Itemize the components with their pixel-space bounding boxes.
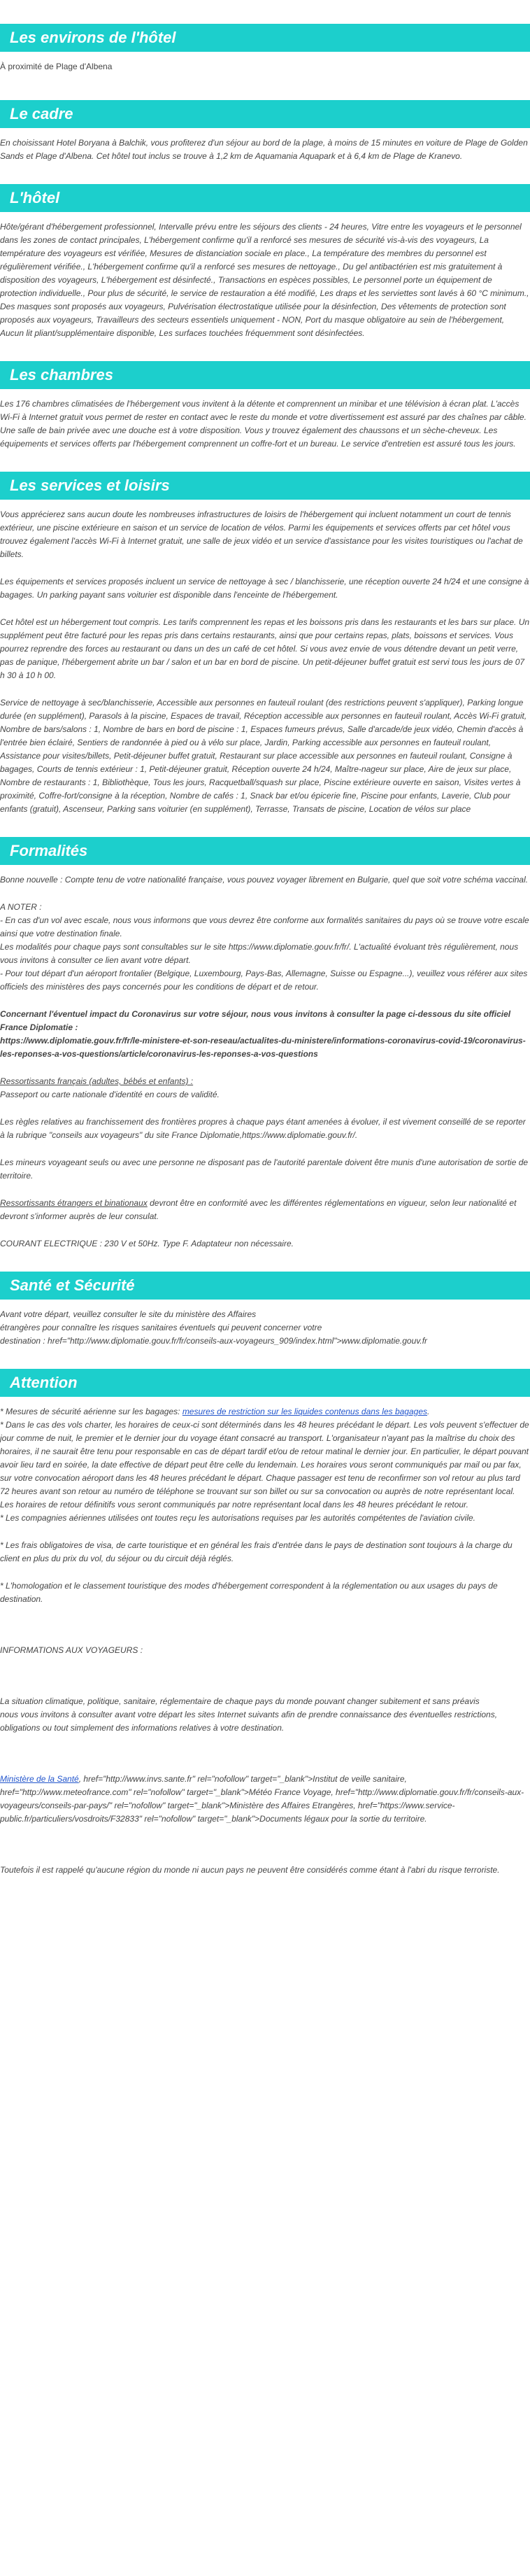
- formalites-paragraph-2: A NOTER : - En cas d'un vol avec escale, nous vous informons que vous devrez être conforme aux formalités sanitaires du pays où se trouve votre escale ainsi que votre destination finale. Les modalités pour chaque pays sont consultables sur le site https://www.diplomatie.gouv.fr/fr/. L'actualité évoluant très régulièrement, nous vous invitons à consulter ce lien avant votre départ. - Pour tout départ d'un aéroport frontalier (Belgique, Luxembourg, Pays-Bas, Allemagne, Suisse ou Espagne...), veuillez vous référer aux sites officiels des ministères des pays concernés pour les conditions de départ et de retour.: [0, 902, 529, 992]
- formalites-nationals-text: Passeport ou carte nationale d'identité en cours de validité.: [0, 1090, 220, 1099]
- section-hotel: [0, 184, 530, 340]
- sante-text: Avant votre départ, veuillez consulter le site du ministère des Affaires étrangères pour connaître les risques sanitaires éventuels qui peuvent concerner votre destination : href="http://www.diplomatie.gouv.fr/fr/conseils-aux-voyageurs_909/index.html">www.diplomatie.gouv.fr: [0, 1309, 428, 1346]
- spacer: [0, 1749, 530, 1773]
- section-chambres: [0, 361, 530, 451]
- formalites-paragraph-5: Les règles relatives au franchissement des frontières propres à chaque pays étant amenées à évoluer, il est vivement conseillé de se reporter à la rubrique "conseils aux voyageurs" du site France Diplomatie,https://www.diplomatie.gouv.fr/.: [0, 1117, 526, 1140]
- attention-bagages-end: .: [427, 1407, 430, 1416]
- liquids-restriction-link[interactable]: mesures de restriction sur les liquides contenus dans les bagages: [182, 1407, 428, 1416]
- formalites-paragraph-6: Les mineurs voyageant seuls ou avec une personne ne disposant pas de l'autorité parentale doivent être munis d'une autorisation de sortie de territoire.: [0, 1157, 529, 1181]
- formalites-paragraph-4: [0, 1075, 530, 1102]
- attention-paragraph-7: [0, 1773, 530, 1826]
- attention-paragraph-8: Toutefois il est rappelé qu'aucune région du monde ni aucun pays ne peuvent être considérés comme étant à l'abri du risque terroriste.: [0, 1865, 500, 1875]
- loisirs-paragraph-1: Vous apprécierez sans aucun doute les nombreuses infrastructures de loisirs de l'hébergement qui incluent notamment un court de tennis extérieur, une piscine extérieure en saison et un service de location de vélos. Parmi les équipements et services offerts par cet hôtel vous trouvez également l'accès Wi-Fi à Internet gratuit, une salle de jeux vidéo et un service d'assistance pour les visites touristiques ou l'achat de billets.: [0, 509, 523, 559]
- spacer: [0, 1671, 530, 1695]
- section-formalites: [0, 837, 530, 1251]
- section-title-chambres: Les chambres: [0, 361, 530, 389]
- section-title-attention: Attention: [0, 1369, 530, 1397]
- formalites-paragraph-1: Bonne nouvelle : Compte tenu de votre nationalité française, vous pouvez voyager librement en Bulgarie, quel que soit votre schéma vaccinal.: [0, 875, 529, 885]
- attention-paragraph-3: * Les frais obligatoires de visa, de carte touristique et en général les frais d'entrée dans le pays de destination sont toujours à la charge du client en plus du prix du vol, du séjour ou du circuit déjà réglés.: [0, 1540, 513, 1563]
- formalites-paragraph-7: [0, 1197, 530, 1223]
- loisirs-paragraph-3: Cet hôtel est un hébergement tout compris. Les tarifs comprennent les repas et les boissons pris dans les restaurants et les bars sur place. Un supplément peut être facturé pour les repas pris dans certains restaurants, ainsi que pour certains repas, plats, boissons et services. Vous pourrez reprendre des forces au restaurant ou dans un des un café de cet hôtel. Si vous avez envie de vous détendre devant un petit verre, pas de panique, l'hébergement abrite un bar / salon et un bar en bord de piscine. Un petit-déjeuner buffet gratuit est servi tous les jours de 07 h 30 à 10 h 00.: [0, 617, 530, 680]
- attention-bagages-label: * Mesures de sécurité aérienne sur les bagages:: [0, 1407, 182, 1416]
- formalites-foreigners-text: devront être en conformité avec les différentes réglementations en vigueur, selon leur nationalité et devront s'informer auprès de leur consulat.: [0, 1198, 517, 1221]
- attention-paragraph-6: La situation climatique, politique, sanitaire, réglementaire de chaque pays du monde pouvant changer subitement et sans préavis nous vous invitons à consulter avant votre départ les sites Internet suivants afin de prendre connaissance des éventuelles restrictions, obligations ou tout simplement des informations relatives à votre destination.: [0, 1696, 498, 1733]
- hotel-text: Hôte/gérant d'hébergement professionnel, Intervalle prévu entre les séjours des clients - 24 heures, Vitre entre les voyageurs et le personnel dans les zones de contact principales, L'hébergement confirme qu'il a renforcé ses mesures de sécurité vis-à-vis des voyageurs, La température des voyageurs est vérifiée, Mesures de distanciation sociale en place., La température des membres du personnel est régulièrement vérifiée., L'hébergement confirme qu'il a renforcé ses mesures de nettoyage., Du gel antibactérien est mis gratuitement à disposition des voyageurs, L'hébergement est désinfecté., Transactions en espèces possibles, Le personnel porte un équipement de protection individuelle., Pour plus de sécurité, le service de restauration a été modifié, Les draps et les serviettes sont lavés à 60 °C minimum., Des masques sont proposés aux voyageurs, Pulvérisation électrostatique utilisée pour la désinfection, Des vêtements de protection sont proposés aux voyageurs, Travailleurs des secteurs essentiels uniquement - NON, Port du masque obligatoire au sein de l'hébergement, Aucun lit pliant/supplémentaire disponible, Les surfaces touchées fréquemment sont désinfectées.: [0, 222, 529, 338]
- environs-text: À proximité de Plage d'Albena: [0, 62, 113, 71]
- spacer: [0, 1840, 530, 1864]
- section-sante: [0, 1272, 530, 1348]
- cadre-text: En choisissant Hotel Boryana à Balchik, vous profiterez d'un séjour au bord de la plage, à moins de 15 minutes en voiture de Plage de Golden Sands et Plage d'Albena. Cet hôtel tout inclus se trouve à 1,2 km de Aquamania Aquapark et à 6,4 km de Plage de Kranevo.: [0, 138, 528, 161]
- section-title-formalites: Formalités: [0, 837, 530, 865]
- section-title-cadre: Le cadre: [0, 100, 530, 128]
- section-environs: [0, 24, 530, 73]
- chambres-text: Les 176 chambres climatisées de l'hébergement vous invitent à la détente et comprennent un minibar et une télévision à écran plat. L'accès Wi-Fi à Internet gratuit vous permet de rester en contact avec le reste du monde et votre divertissement est assuré par des chaînes par câble. Une salle de bain privée avec une douche est à votre disposition. Vous y trouvez également des chaussons et un sèche-cheveux. Les équipements et services offerts par l'hébergement comprennent un coffre-fort et un bureau. Le service d'entretien est assuré tous les jours.: [0, 399, 527, 449]
- section-attention: [0, 1369, 530, 1877]
- spacer: [0, 1620, 530, 1644]
- attention-paragraph-4: * L'homologation et le classement touristique des modes d'hébergement correspondent à la réglementation ou aux usages du pays de destination.: [0, 1581, 498, 1604]
- formalites-paragraph-8: COURANT ELECTRIQUE : 230 V et 50Hz. Type F. Adaptateur non nécessaire.: [0, 1239, 294, 1248]
- section-loisirs: [0, 472, 530, 816]
- loisirs-paragraph-2: Les équipements et services proposés incluent un service de nettoyage à sec / blanchisserie, une réception ouverte 24 h/24 et une consigne à bagages. Un parking payant sans voiturier est disponible dans l'enceinte de l'hébergement.: [0, 577, 529, 600]
- section-title-hotel: L'hôtel: [0, 184, 530, 212]
- section-title-environs: Les environs de l'hôtel: [0, 24, 530, 52]
- section-cadre: [0, 100, 530, 163]
- loisirs-paragraph-4: Service de nettoyage à sec/blanchisserie, Accessible aux personnes en fauteuil roulant (des restrictions peuvent s'appliquer), Parking longue durée (en supplément), Parasols à la piscine, Espaces de travail, Réception accessible aux personnes en fauteuil roulant, Accès Wi-Fi gratuit, Nombre de bars/salons : 1, Nombre de bars en bord de piscine : 1, Espaces fumeurs prévus, Salle d'arcade/de jeux vidéo, Chemin d'accès à l'entrée bien éclairé, Sentiers de randonnée à pied ou à vélo sur place, Jardin, Parking accessible aux personnes en fauteuil roulant, Assistance pour visites/billets, Petit-déjeuner buffet gratuit, Restaurant sur place accessible aux personnes en fauteuil roulant, Consigne à bagages, Courts de tennis extérieur : 1, Petit-déjeuner gratuit, Réception ouverte 24 h/24, Maître-nageur sur place, Aire de jeux sur place, Nombre de restaurants : 1, Bibliothèque, Tous les jours, Racquetball/squash sur place, Piscine extérieure ouverte en saison, Visites vertes à proximité, Coffre-fort/consigne à la réception, Nombre de cafés : 1, Snack bar et/ou épicerie fine, Piscine pour enfants, Laverie, Club pour enfants (gratuit), Ascenseur, Parking sans voiturier (en supplément), Terrasse, Transats de piscine, Location de vélos sur place: [0, 698, 527, 814]
- formalites-foreigners-heading: Ressortissants étrangers et binationaux: [0, 1198, 148, 1208]
- attention-paragraph-2: * Dans le cas des vols charter, les horaires de ceux-ci sont déterminés dans les 48 heures précédant le départ. Les vols peuvent s'effectuer de jour comme de nuit, le premier et le dernier jour du voyage étant consacré au transport. L'organisateur n'ayant pas la maîtrise du choix des horaires, il ne saurait être tenu pour responsable en cas de départ tardif et/ou de retour matinal le dernier jour. En particulier, le départ pouvant avoir lieu tard en soirée, la date effective de départ peut être celle du lendemain. Les horaires vous seront communiqués par mail ou par fax, sur votre convocation aéroport dans les 48 heures précédant le départ. Chaque passager est tenu de reconfirmer son vol retour au plus tard 72 heures avant son retour au numéro de téléphone se trouvant sur son billet ou sur sa convocation ou auprès de notre représentant local. Les horaires de retour définitifs vous seront communiqués par notre représentant local dans les 48 heures précédant le retour. * Les compagnies aériennes utilisées ont toutes reçu les autorisations requises par les autorités compétentes de l'aviation civile.: [0, 1420, 529, 1523]
- attention-links-text: , href="http://www.invs.sante.fr" rel="nofollow" target="_blank">Institut de veille sanitaire, href="http://www.meteofrance.com" rel="nofollow" target="_blank">Météo France Voyage, href="http://www.diplomatie.gouv.fr/fr/conseils-aux-voyageurs/conseils-par-pays/" rel="nofollow" target="_blank">Ministère des Affaires Etrangères, href="https://www.service-public.fr/particuliers/vosdroits/F32833" rel="nofollow" target="_blank">Documents légaux pour la sortie du territoire.: [0, 1774, 524, 1824]
- attention-paragraph-1: [0, 1405, 530, 1419]
- attention-paragraph-5: INFORMATIONS AUX VOYAGEURS :: [0, 1645, 143, 1655]
- section-title-loisirs: Les services et loisirs: [0, 472, 530, 500]
- section-title-sante: Santé et Sécurité: [0, 1272, 530, 1300]
- ministere-sante-link[interactable]: Ministère de la Santé: [0, 1774, 79, 1784]
- formalites-paragraph-3: Concernant l'éventuel impact du Coronavirus sur votre séjour, nous vous invitons à consulter la page ci-dessous du site officiel France Diplomatie : https://www.diplomatie.gouv.fr/fr/le-ministere-et-son-reseau/actualites-du-ministere/informations-coronavirus-covid-19/coronavirus-les-reponses-a-vos-questions/article/coronavirus-les-reponses-a-vos-questions: [0, 1009, 526, 1059]
- formalites-nationals-heading: Ressortissants français (adultes, bébés et enfants) :: [0, 1076, 194, 1086]
